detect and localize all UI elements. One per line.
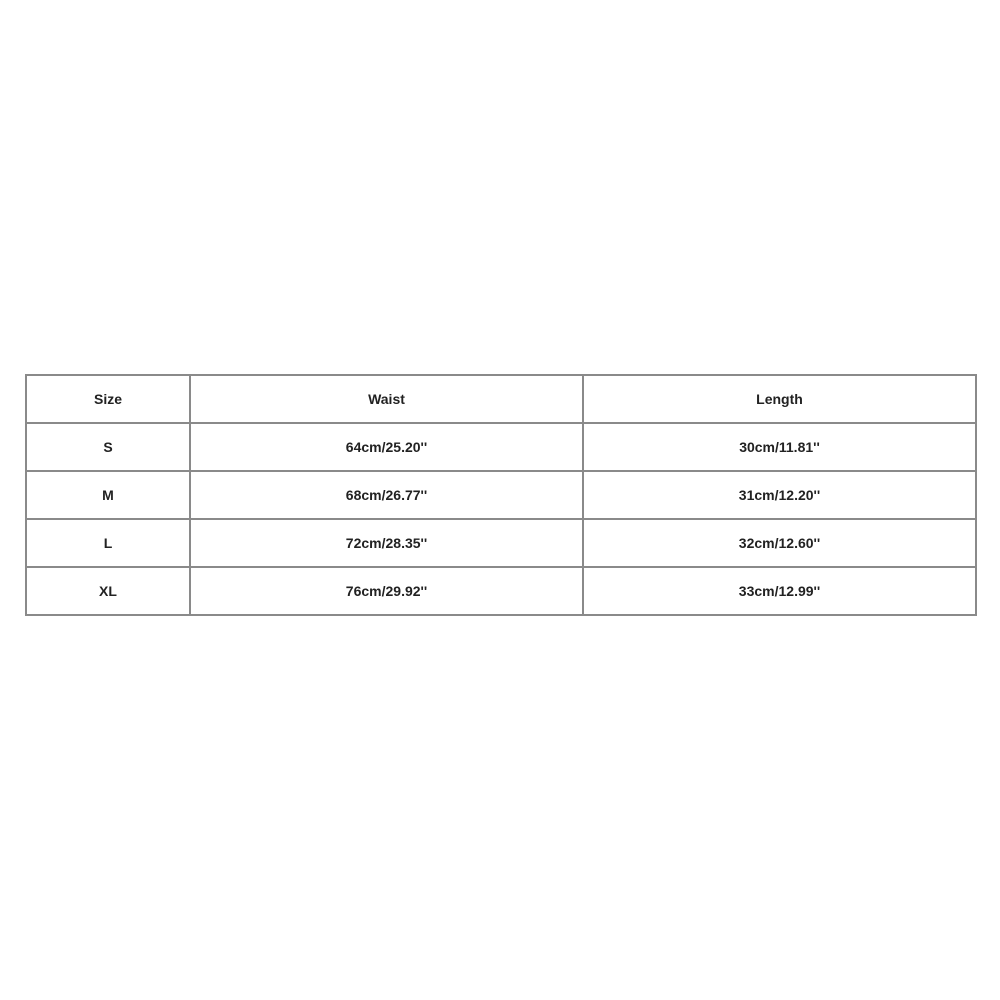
table-header: [26, 375, 976, 423]
length-cell: 30cm/11.81'': [583, 423, 976, 471]
table-row: [26, 567, 976, 615]
waist-cell: 68cm/26.77'': [190, 471, 583, 519]
waist-cell: 72cm/28.35'': [190, 519, 583, 567]
size-cell: L: [26, 519, 190, 567]
size-cell: S: [26, 423, 190, 471]
header-row: [26, 375, 976, 423]
size-cell: XL: [26, 567, 190, 615]
table-row: [26, 423, 976, 471]
header-size: Size: [26, 375, 190, 423]
length-cell: 32cm/12.60'': [583, 519, 976, 567]
table-row: [26, 471, 976, 519]
table-row: [26, 519, 976, 567]
size-chart-table: [25, 374, 977, 616]
size-cell: M: [26, 471, 190, 519]
header-waist: Waist: [190, 375, 583, 423]
table-body: [26, 423, 976, 615]
waist-cell: 76cm/29.92'': [190, 567, 583, 615]
length-cell: 33cm/12.99'': [583, 567, 976, 615]
header-length: Length: [583, 375, 976, 423]
length-cell: 31cm/12.20'': [583, 471, 976, 519]
waist-cell: 64cm/25.20'': [190, 423, 583, 471]
